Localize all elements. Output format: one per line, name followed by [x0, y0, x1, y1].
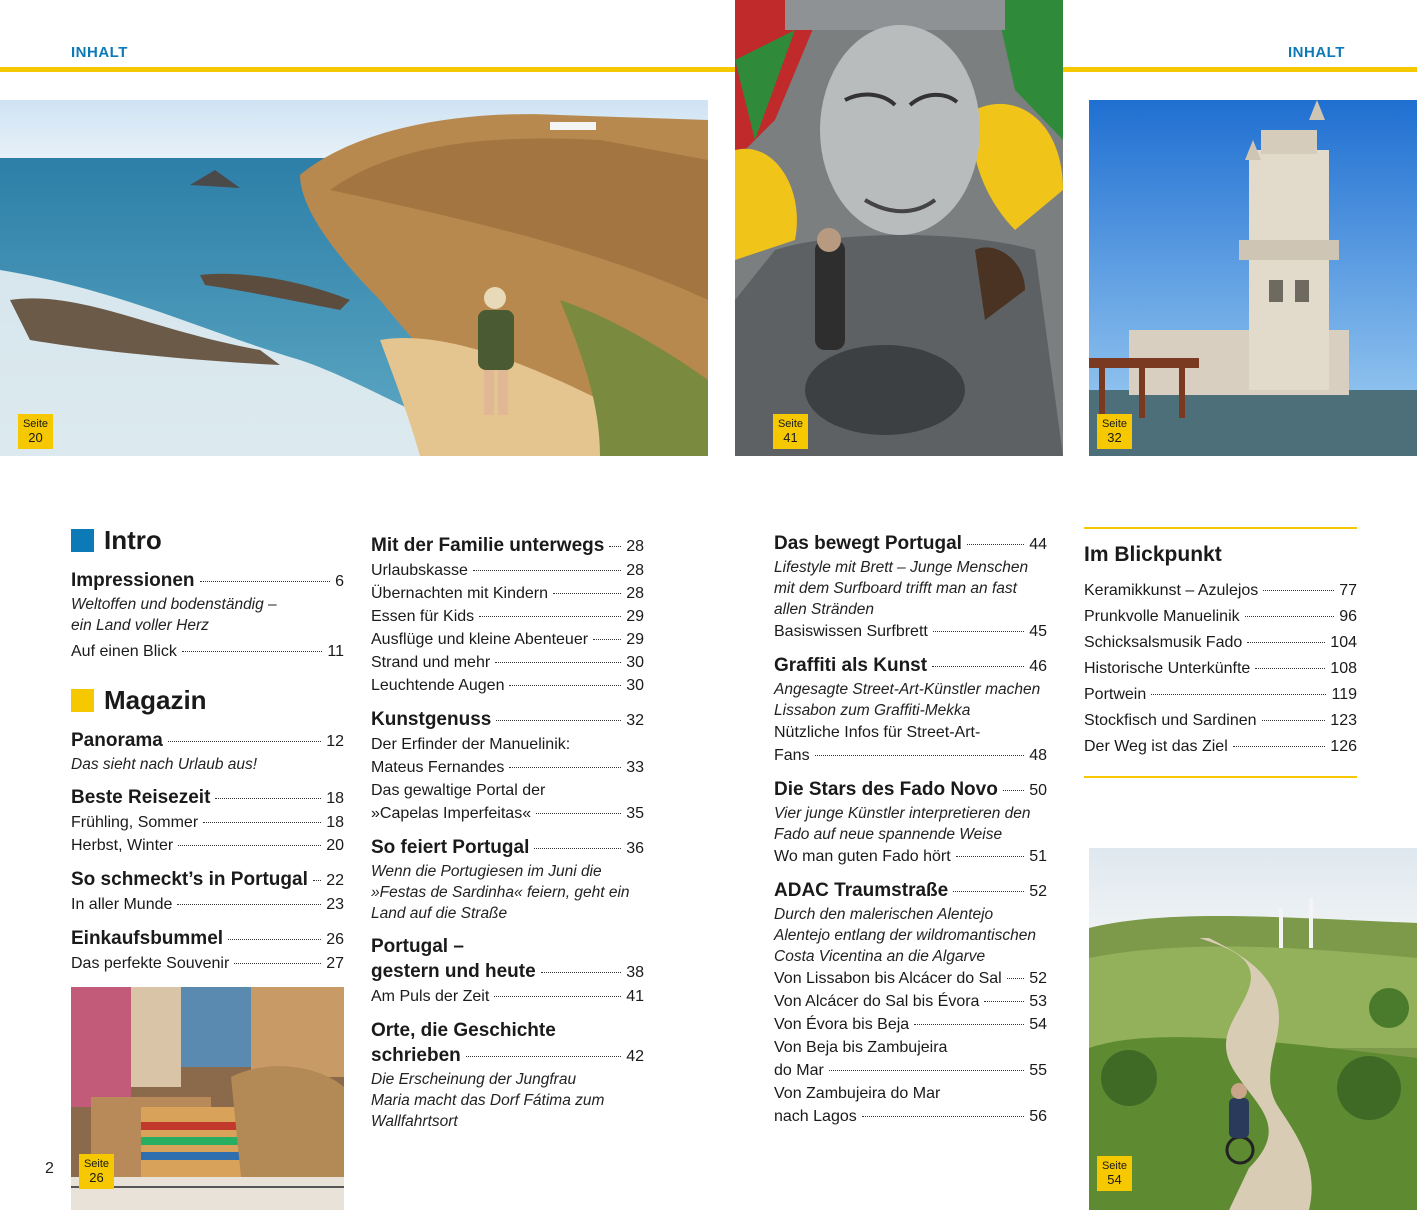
header-rule-left	[0, 67, 735, 72]
dot-leader	[203, 822, 321, 823]
toc-entry-label: Fans	[774, 747, 810, 764]
toc-page-number: 29	[626, 608, 644, 625]
toc-entry[interactable]	[774, 531, 1047, 557]
dot-leader	[494, 996, 621, 997]
badge-page: 41	[783, 430, 798, 445]
toc-page-number: 23	[326, 896, 344, 913]
dot-leader	[862, 1116, 1024, 1117]
toc-column-1	[71, 525, 344, 975]
page-badge	[1097, 414, 1132, 449]
toc-page-number: 119	[1331, 686, 1357, 703]
badge-page: 20	[28, 430, 43, 445]
toc-entry[interactable]	[1084, 604, 1357, 630]
toc-entry[interactable]	[371, 835, 644, 861]
page-number: 2	[45, 1160, 54, 1177]
dot-leader	[313, 880, 321, 881]
dot-leader	[593, 639, 621, 640]
spacer	[71, 916, 344, 926]
spacer	[71, 775, 344, 785]
toc-page-number: 50	[1029, 782, 1047, 799]
dot-leader	[182, 651, 323, 652]
toc-entry-line: Orte, die Geschichte	[371, 1020, 556, 1041]
toc-entry[interactable]	[371, 756, 644, 779]
toc-entry[interactable]	[774, 777, 1047, 803]
toc-subtitle: Lissabon zum Graffiti-Mekka	[774, 702, 971, 719]
dot-leader	[473, 570, 621, 571]
spacer	[371, 697, 644, 707]
toc-page-number: 123	[1330, 712, 1357, 729]
toc-entry-label: Wo man guten Fado hört	[774, 848, 951, 865]
toc-entry[interactable]	[1084, 578, 1357, 604]
toc-entry-line: Von Beja bis Zambujeira	[774, 1039, 948, 1056]
photo-road[interactable]	[1089, 848, 1417, 1210]
toc-entry-label: Auf einen Blick	[71, 643, 177, 660]
toc-subtitle: Fado auf neue spannende Weise	[774, 826, 1003, 843]
toc-page-number: 28	[626, 562, 644, 579]
toc-entry[interactable]	[371, 582, 644, 605]
tower-illustration	[1089, 100, 1417, 456]
page-badge	[18, 414, 53, 449]
magazin-square-icon	[71, 689, 94, 712]
toc-page-number: 22	[326, 872, 344, 889]
toc-subtitle: Lifestyle mit Brett – Junge Menschen	[774, 559, 1029, 576]
toc-entry[interactable]	[71, 952, 344, 975]
toc-entry-label: Urlaubskasse	[371, 562, 468, 579]
toc-entry-line: Portugal –	[371, 936, 464, 957]
toc-page-number: 52	[1029, 883, 1047, 900]
toc-entry[interactable]	[71, 893, 344, 916]
section-title: Intro	[104, 525, 162, 555]
toc-subtitle: mit dem Surfboard trifft man an fast	[774, 580, 1017, 597]
toc-entry-line: Das gewaltige Portal der	[371, 782, 546, 799]
dot-leader	[1007, 978, 1025, 979]
toc-page-number: 51	[1029, 848, 1047, 865]
dot-leader	[496, 720, 621, 721]
section-title: Magazin	[104, 685, 207, 715]
toc-entry-label: »Capelas Imperfeitas«	[371, 805, 532, 822]
toc-entry[interactable]	[1084, 656, 1357, 682]
toc-entry[interactable]	[1084, 734, 1357, 760]
toc-column-2	[371, 533, 644, 1132]
intro-square-icon	[71, 529, 94, 552]
photo-tower[interactable]	[1089, 100, 1417, 456]
toc-entry-label: schrieben	[371, 1045, 461, 1066]
toc-page-number: 53	[1029, 993, 1047, 1010]
toc-entry[interactable]	[371, 959, 644, 985]
dot-leader	[479, 616, 621, 617]
toc-entry-label: Beste Reisezeit	[71, 787, 211, 808]
toc-entry-label: Basiswissen Surfbrett	[774, 623, 928, 640]
dot-leader	[541, 972, 622, 973]
badge-page: 32	[1107, 430, 1122, 445]
toc-entry[interactable]	[371, 533, 644, 559]
dot-leader	[967, 544, 1024, 545]
section-intro	[71, 525, 344, 556]
toc-page-number: 32	[626, 712, 644, 729]
badge-label: Seite	[777, 418, 804, 430]
toc-page-number: 20	[326, 837, 344, 854]
blickpunkt-box	[1084, 543, 1357, 760]
toc-entry[interactable]	[371, 985, 644, 1008]
dot-leader	[1263, 590, 1334, 591]
toc-entry[interactable]	[774, 845, 1047, 868]
spacer	[774, 868, 1047, 878]
toc-entry-label: Stockfisch und Sardinen	[1084, 712, 1257, 729]
toc-entry-label: ADAC Traumstraße	[774, 880, 949, 901]
toc-page-number: 42	[626, 1048, 644, 1065]
toc-entry-label: Kunstgenuss	[371, 709, 492, 730]
toc-page-number: 45	[1029, 623, 1047, 640]
page-badge	[79, 1154, 114, 1189]
toc-page-number: 41	[626, 988, 644, 1005]
toc-page-number: 126	[1330, 738, 1357, 755]
toc-entry-label: Das bewegt Portugal	[774, 533, 962, 554]
spacer	[71, 857, 344, 867]
toc-entry[interactable]	[71, 834, 344, 857]
toc-entry-line: Der Erfinder der Manuelinik:	[371, 736, 571, 753]
toc-entry-label: Mit der Familie unterwegs	[371, 535, 605, 556]
toc-page-number: 30	[626, 654, 644, 671]
dot-leader	[1262, 720, 1326, 721]
toc-entry[interactable]	[774, 744, 1047, 767]
toc-entry-label: Von Alcácer do Sal bis Évora	[774, 993, 980, 1010]
toc-entry[interactable]	[774, 878, 1047, 904]
header-inhalt-left: INHALT	[71, 44, 128, 61]
toc-page-number: 36	[626, 840, 644, 857]
dot-leader	[933, 631, 1024, 632]
toc-subtitle: ein Land voller Herz	[71, 617, 209, 634]
toc-entry-label: In aller Munde	[71, 896, 173, 913]
toc-page-number: 48	[1029, 747, 1047, 764]
badge-label: Seite	[1101, 418, 1128, 430]
toc-entry-label: Keramikkunst – Azulejos	[1084, 582, 1259, 599]
blickpunkt-rule-top	[1084, 527, 1357, 529]
toc-subtitle: Die Erscheinung der Jungfrau	[371, 1071, 577, 1088]
dot-leader	[956, 856, 1025, 857]
toc-entry[interactable]	[71, 568, 344, 594]
toc-page-number: 28	[626, 585, 644, 602]
toc-subtitle: Costa Vicentina an die Algarve	[774, 948, 986, 965]
toc-subtitle: Das sieht nach Urlaub aus!	[71, 756, 258, 773]
toc-entry[interactable]	[71, 728, 344, 754]
toc-page-number: 18	[326, 814, 344, 831]
dot-leader	[815, 755, 1025, 756]
dot-leader	[234, 963, 321, 964]
toc-entry-label: Portwein	[1084, 686, 1147, 703]
toc-page-number: 6	[335, 573, 344, 590]
toc-page-number: 38	[626, 964, 644, 981]
toc-entry-label: Frühling, Sommer	[71, 814, 199, 831]
toc-entry[interactable]	[774, 967, 1047, 990]
toc-entry-label: Einkaufsbummel	[71, 928, 224, 949]
badge-label: Seite	[1101, 1160, 1128, 1172]
blickpunkt-rule-bottom	[1084, 776, 1357, 778]
toc-page-number: 77	[1339, 582, 1357, 599]
toc-entry[interactable]	[371, 651, 644, 674]
toc-entry-label: Strand und mehr	[371, 654, 491, 671]
dot-leader	[200, 581, 331, 582]
toc-entry-line: Nützliche Infos für Street-Art-	[774, 724, 981, 741]
dot-leader	[1233, 746, 1326, 747]
toc-subtitle: Maria macht das Dorf Fátima zum	[371, 1092, 605, 1109]
toc-entry[interactable]	[371, 559, 644, 582]
toc-page-number: 56	[1029, 1108, 1047, 1125]
toc-page-number: 28	[626, 538, 644, 555]
spacer	[371, 825, 644, 835]
dot-leader	[553, 593, 621, 594]
toc-page-number: 26	[326, 931, 344, 948]
dot-leader	[168, 741, 321, 742]
toc-entry-label: Von Évora bis Beja	[774, 1016, 910, 1033]
toc-entry-label: Am Puls der Zeit	[371, 988, 490, 1005]
toc-entry-label: Impressionen	[71, 570, 195, 591]
toc-entry-label: Schicksalsmusik Fado	[1084, 634, 1243, 651]
toc-entry-label: do Mar	[774, 1062, 824, 1079]
page-badge	[1097, 1156, 1132, 1191]
toc-subtitle: allen Stränden	[774, 601, 874, 618]
header-rule-right	[1063, 67, 1417, 72]
badge-page: 54	[1107, 1172, 1122, 1187]
coast-illustration	[0, 100, 708, 456]
toc-entry[interactable]	[71, 811, 344, 834]
toc-entry-label: Herbst, Winter	[71, 837, 174, 854]
toc-page-number: 104	[1330, 634, 1357, 651]
toc-page-number: 29	[626, 631, 644, 648]
toc-entry[interactable]	[774, 990, 1047, 1013]
toc-entry[interactable]	[371, 707, 644, 733]
toc-page-number: 18	[326, 790, 344, 807]
badge-label: Seite	[83, 1158, 110, 1170]
toc-entry[interactable]	[1084, 708, 1357, 734]
toc-entry[interactable]	[774, 1013, 1047, 1036]
toc-subtitle: Angesagte Street-Art-Künstler machen	[774, 681, 1041, 698]
toc-entry-label: Leuchtende Augen	[371, 677, 505, 694]
photo-coast[interactable]	[0, 100, 708, 456]
road-illustration	[1089, 848, 1417, 1210]
badge-page: 26	[89, 1170, 104, 1185]
toc-entry-label: Ausflüge und kleine Abenteuer	[371, 631, 589, 648]
toc-subtitle: Land auf die Straße	[371, 905, 508, 922]
blickpunkt-title: Im Blickpunkt	[1084, 543, 1222, 566]
toc-entry[interactable]	[71, 867, 344, 893]
dot-leader	[534, 848, 621, 849]
dot-leader	[609, 546, 621, 547]
toc-page-number: 46	[1029, 658, 1047, 675]
toc-subtitle: Weltoffen und bodenständig –	[71, 596, 277, 613]
toc-entry[interactable]	[1084, 630, 1357, 656]
toc-entry[interactable]	[371, 605, 644, 628]
toc-page-number: 33	[626, 759, 644, 776]
toc-page-number: 30	[626, 677, 644, 694]
toc-entry-label: So schmeckt’s in Portugal	[71, 869, 308, 890]
dot-leader	[495, 662, 621, 663]
toc-page-number: 44	[1029, 536, 1047, 553]
toc-subtitle: Vier junge Künstler interpretieren den	[774, 805, 1031, 822]
dot-leader	[932, 666, 1024, 667]
toc-entry[interactable]	[774, 1059, 1047, 1082]
graffiti-illustration	[735, 0, 1063, 456]
dot-leader	[177, 904, 321, 905]
toc-entry-label: Mateus Fernandes	[371, 759, 505, 776]
toc-entry-label: nach Lagos	[774, 1108, 857, 1125]
dot-leader	[1247, 642, 1325, 643]
toc-entry[interactable]	[774, 1105, 1047, 1128]
toc-page-number: 108	[1330, 660, 1357, 677]
toc-subtitle: Durch den malerischen Alentejo	[774, 906, 994, 923]
dot-leader	[178, 845, 321, 846]
spacer	[371, 924, 644, 934]
photo-market[interactable]	[71, 987, 344, 1210]
toc-page-number: 55	[1029, 1062, 1047, 1079]
toc-entry-label: So feiert Portugal	[371, 837, 530, 858]
toc-entry[interactable]	[71, 640, 344, 663]
dot-leader	[1151, 694, 1326, 695]
spacer	[774, 767, 1047, 777]
toc-entry-label: Historische Unterkünfte	[1084, 660, 1251, 677]
toc-subtitle: Alentejo entlang der wildromantischen	[774, 927, 1036, 944]
toc-entry-label: Von Lissabon bis Alcácer do Sal	[774, 970, 1002, 987]
toc-entry-line: Von Zambujeira do Mar	[774, 1085, 941, 1102]
dot-leader	[914, 1024, 1024, 1025]
toc-subtitle: Wallfahrtsort	[371, 1113, 458, 1130]
dot-leader	[466, 1056, 621, 1057]
toc-entry[interactable]	[71, 785, 344, 811]
toc-page-number: 27	[326, 955, 344, 972]
photo-graffiti[interactable]	[735, 0, 1063, 456]
toc-page-number: 52	[1029, 970, 1047, 987]
toc-entry[interactable]	[774, 653, 1047, 679]
toc-page-number: 96	[1339, 608, 1357, 625]
toc-entry-label: gestern und heute	[371, 961, 536, 982]
dot-leader	[509, 767, 621, 768]
page-badge	[773, 414, 808, 449]
dot-leader	[1255, 668, 1325, 669]
toc-entry-label: Graffiti als Kunst	[774, 655, 928, 676]
toc-page-number: 35	[626, 805, 644, 822]
header-inhalt-right: INHALT	[1288, 44, 1345, 61]
toc-column-3	[774, 531, 1047, 1128]
spacer	[371, 1008, 644, 1018]
dot-leader	[829, 1070, 1024, 1071]
toc-subtitle: »Festas de Sardinha« feiern, geht ein	[371, 884, 630, 901]
dot-leader	[228, 939, 321, 940]
toc-entry-label: Übernachten mit Kindern	[371, 585, 548, 602]
toc-entry[interactable]	[371, 802, 644, 825]
spacer	[774, 643, 1047, 653]
dot-leader	[215, 798, 321, 799]
section-magazin	[71, 685, 344, 716]
toc-entry[interactable]	[774, 620, 1047, 643]
toc-entry[interactable]	[371, 628, 644, 651]
dot-leader	[536, 813, 621, 814]
toc-entry[interactable]	[71, 926, 344, 952]
toc-page-number: 54	[1029, 1016, 1047, 1033]
toc-entry-label: Das perfekte Souvenir	[71, 955, 230, 972]
dot-leader	[1245, 616, 1335, 617]
toc-page-number: 12	[326, 733, 344, 750]
toc-subtitle: Wenn die Portugiesen im Juni die	[371, 863, 602, 880]
spacer	[71, 663, 344, 685]
toc-entry-label: Der Weg ist das Ziel	[1084, 738, 1228, 755]
dot-leader	[1003, 790, 1024, 791]
toc-entry-label: Essen für Kids	[371, 608, 475, 625]
dot-leader	[984, 1001, 1024, 1002]
dot-leader	[953, 891, 1024, 892]
toc-entry-label: Prunkvolle Manuelinik	[1084, 608, 1240, 625]
toc-entry[interactable]	[371, 674, 644, 697]
dot-leader	[509, 685, 621, 686]
toc-page-number: 11	[327, 643, 344, 660]
toc-entry[interactable]	[1084, 682, 1357, 708]
toc-entry-label: Die Stars des Fado Novo	[774, 779, 998, 800]
badge-label: Seite	[22, 418, 49, 430]
toc-entry[interactable]	[371, 1043, 644, 1069]
toc-entry-label: Panorama	[71, 730, 163, 751]
